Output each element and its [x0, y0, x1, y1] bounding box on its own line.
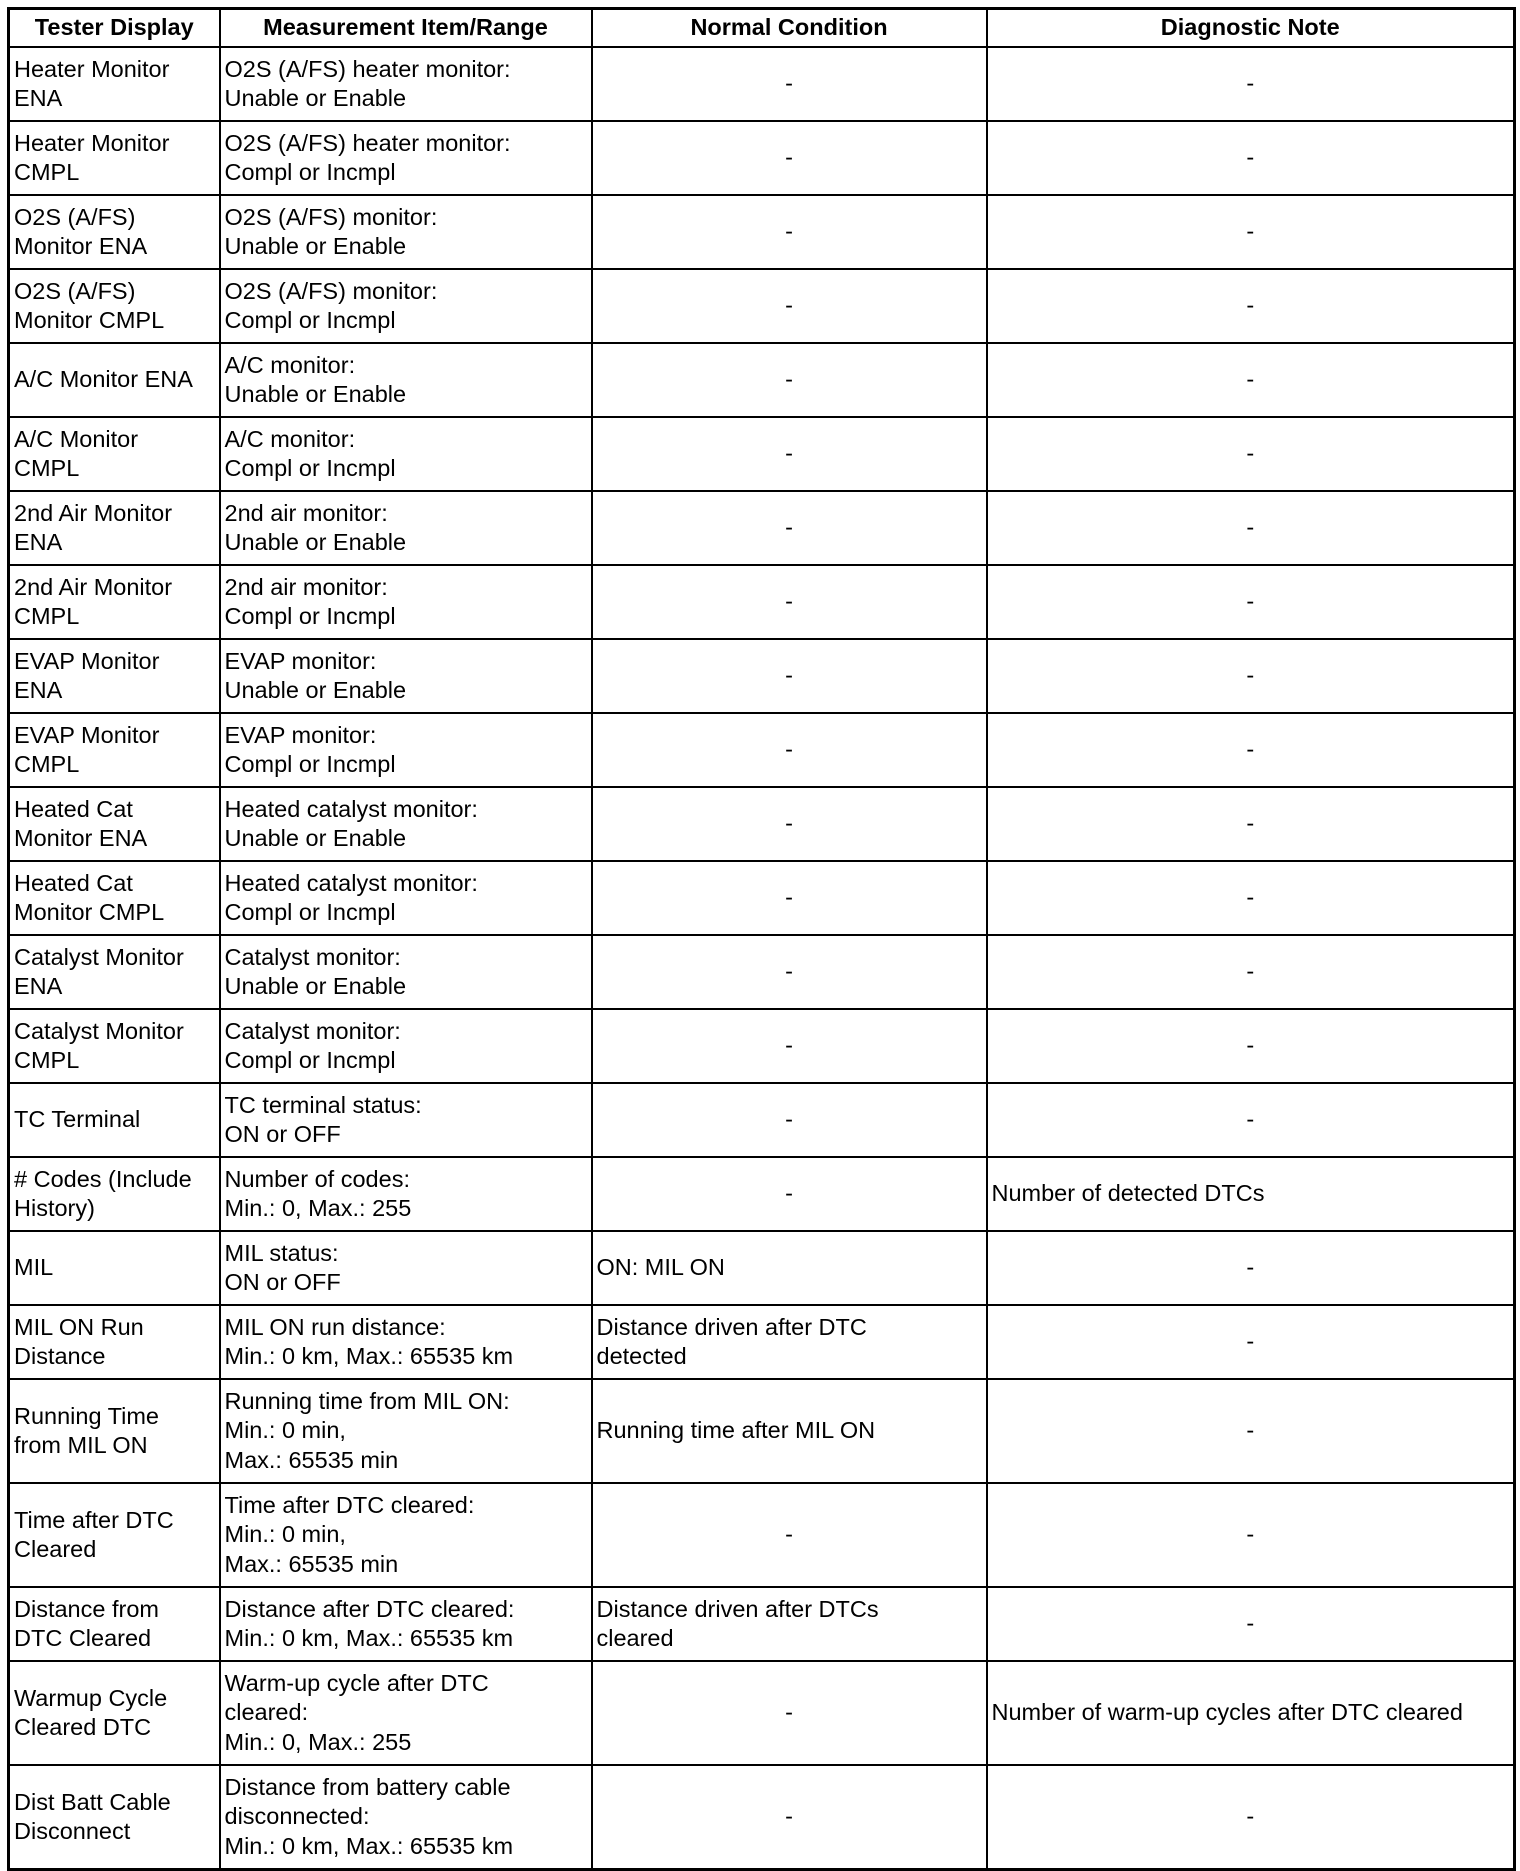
- cell-tester-display: [9, 417, 220, 491]
- cell-normal-condition: [592, 1587, 987, 1661]
- table-row: [9, 417, 1515, 491]
- cell-normal-condition: [592, 195, 987, 269]
- cell-normal-condition: [592, 1305, 987, 1379]
- cell-diagnostic-note: [987, 195, 1515, 269]
- cell-measurement-item-range-text: O2S (A/FS) monitor: Compl or Incmpl: [224, 277, 438, 333]
- cell-diagnostic-note-text: -: [1246, 366, 1255, 393]
- cell-measurement-item-range-text: Catalyst monitor: Compl or Incmpl: [224, 1017, 401, 1073]
- cell-tester-display: [9, 1379, 220, 1483]
- cell-diagnostic-note: [987, 343, 1515, 417]
- table-body: [9, 47, 1515, 1870]
- cell-diagnostic-note-text: -: [1246, 1417, 1255, 1444]
- cell-tester-display: [9, 1587, 220, 1661]
- cell-normal-condition-text: -: [785, 958, 793, 985]
- cell-tester-display: [9, 1231, 220, 1305]
- cell-diagnostic-note-text: -: [1246, 218, 1255, 245]
- cell-diagnostic-note: [987, 1483, 1515, 1587]
- cell-tester-display: [9, 639, 220, 713]
- cell-measurement-item-range-text: Distance from battery cable disconnected: Min.: 0 km, Max.: 65535 km: [224, 1773, 514, 1859]
- cell-diagnostic-note-text: -: [1246, 1610, 1255, 1637]
- cell-diagnostic-note: [987, 787, 1515, 861]
- cell-measurement-item-range: [220, 713, 592, 787]
- cell-normal-condition: [592, 47, 987, 121]
- cell-diagnostic-note: [987, 1083, 1515, 1157]
- cell-diagnostic-note: [987, 417, 1515, 491]
- cell-measurement-item-range: [220, 121, 592, 195]
- cell-normal-condition: [592, 269, 987, 343]
- cell-diagnostic-note: [987, 269, 1515, 343]
- cell-measurement-item-range-text: Time after DTC cleared: Min.: 0 min, Max.: 65535 min: [224, 1491, 475, 1577]
- cell-tester-display-text: Heater Monitor CMPL: [14, 129, 170, 185]
- cell-diagnostic-note-text: -: [1246, 70, 1255, 97]
- cell-tester-display: [9, 1483, 220, 1587]
- cell-diagnostic-note: [987, 639, 1515, 713]
- cell-measurement-item-range: [220, 1765, 592, 1870]
- cell-normal-condition: [592, 417, 987, 491]
- cell-measurement-item-range-text: O2S (A/FS) heater monitor: Unable or Enable: [224, 55, 511, 111]
- cell-tester-display-text: TC Terminal: [14, 1106, 141, 1133]
- cell-diagnostic-note: [987, 47, 1515, 121]
- table-row: [9, 1661, 1515, 1765]
- table-row: [9, 47, 1515, 121]
- cell-measurement-item-range: [220, 639, 592, 713]
- cell-tester-display-text: Dist Batt Cable Disconnect: [14, 1788, 171, 1844]
- cell-measurement-item-range-text: Heated catalyst monitor: Unable or Enable: [224, 795, 478, 851]
- cell-diagnostic-note: [987, 565, 1515, 639]
- cell-tester-display: [9, 861, 220, 935]
- cell-tester-display: [9, 713, 220, 787]
- cell-diagnostic-note: [987, 491, 1515, 565]
- cell-normal-condition: [592, 491, 987, 565]
- cell-tester-display-text: EVAP Monitor CMPL: [14, 721, 160, 777]
- cell-normal-condition: [592, 343, 987, 417]
- table-row: [9, 787, 1515, 861]
- cell-normal-condition-text: -: [785, 440, 793, 467]
- cell-normal-condition-text: -: [785, 884, 793, 911]
- cell-diagnostic-note-text: -: [1246, 514, 1255, 541]
- cell-normal-condition-text: Running time after MIL ON: [596, 1417, 876, 1444]
- cell-normal-condition-text: -: [785, 662, 793, 689]
- cell-normal-condition: [592, 787, 987, 861]
- cell-normal-condition-text: -: [785, 1521, 793, 1548]
- cell-measurement-item-range-text: 2nd air monitor: Unable or Enable: [224, 499, 407, 555]
- table-row: [9, 1587, 1515, 1661]
- cell-measurement-item-range: [220, 343, 592, 417]
- cell-normal-condition: [592, 1157, 987, 1231]
- cell-measurement-item-range: [220, 1157, 592, 1231]
- cell-measurement-item-range-text: A/C monitor: Compl or Incmpl: [224, 425, 396, 481]
- table-row: [9, 565, 1515, 639]
- table-row: [9, 861, 1515, 935]
- cell-measurement-item-range: [220, 1661, 592, 1765]
- cell-normal-condition-text: -: [785, 70, 793, 97]
- cell-diagnostic-note-text: -: [1246, 1106, 1255, 1133]
- cell-measurement-item-range: [220, 935, 592, 1009]
- cell-measurement-item-range-text: MIL ON run distance: Min.: 0 km, Max.: 65535 km: [224, 1313, 514, 1369]
- cell-measurement-item-range: [220, 565, 592, 639]
- cell-diagnostic-note-text: -: [1246, 1803, 1255, 1830]
- cell-tester-display-text: A/C Monitor CMPL: [14, 425, 139, 481]
- table-row: [9, 935, 1515, 1009]
- table-row: [9, 269, 1515, 343]
- cell-diagnostic-note-text: -: [1246, 884, 1255, 911]
- cell-diagnostic-note-text: -: [1246, 588, 1255, 615]
- cell-diagnostic-note-text: Number of warm-up cycles after DTC cleared: [991, 1699, 1463, 1726]
- cell-measurement-item-range-text: Catalyst monitor: Unable or Enable: [224, 943, 407, 999]
- table-row: [9, 195, 1515, 269]
- cell-measurement-item-range: [220, 787, 592, 861]
- cell-normal-condition-text: -: [785, 736, 793, 763]
- cell-tester-display-text: 2nd Air Monitor ENA: [14, 499, 173, 555]
- header-measurement-item-range: Measurement Item/Range: [220, 9, 592, 48]
- cell-tester-display-text: Warmup Cycle Cleared DTC: [14, 1684, 168, 1740]
- cell-normal-condition-text: -: [785, 514, 793, 541]
- cell-normal-condition: [592, 1379, 987, 1483]
- cell-diagnostic-note-text: -: [1246, 440, 1255, 467]
- cell-diagnostic-note-text: Number of detected DTCs: [991, 1180, 1265, 1207]
- cell-normal-condition-text: -: [785, 1180, 793, 1207]
- cell-measurement-item-range-text: MIL status: ON or OFF: [224, 1239, 341, 1295]
- cell-diagnostic-note: [987, 1379, 1515, 1483]
- cell-measurement-item-range-text: O2S (A/FS) monitor: Unable or Enable: [224, 203, 438, 259]
- cell-measurement-item-range: [220, 417, 592, 491]
- cell-tester-display-text: MIL ON Run Distance: [14, 1313, 144, 1369]
- cell-diagnostic-note: [987, 1009, 1515, 1083]
- cell-measurement-item-range: [220, 1305, 592, 1379]
- cell-tester-display-text: # Codes (Include History): [14, 1165, 192, 1221]
- cell-tester-display: [9, 491, 220, 565]
- cell-normal-condition-text: Distance driven after DTC detected: [596, 1313, 867, 1369]
- cell-diagnostic-note-text: -: [1246, 1328, 1255, 1355]
- header-normal-condition: Normal Condition: [592, 9, 987, 48]
- cell-measurement-item-range: [220, 195, 592, 269]
- cell-diagnostic-note-text: -: [1246, 958, 1255, 985]
- cell-normal-condition: [592, 861, 987, 935]
- cell-tester-display-text: Heated Cat Monitor CMPL: [14, 869, 165, 925]
- cell-measurement-item-range-text: 2nd air monitor: Compl or Incmpl: [224, 573, 396, 629]
- cell-tester-display: [9, 1305, 220, 1379]
- cell-tester-display-text: Heated Cat Monitor ENA: [14, 795, 148, 851]
- cell-measurement-item-range: [220, 1587, 592, 1661]
- cell-diagnostic-note-text: -: [1246, 144, 1255, 171]
- cell-tester-display-text: Catalyst Monitor ENA: [14, 943, 184, 999]
- cell-normal-condition: [592, 713, 987, 787]
- cell-diagnostic-note: [987, 861, 1515, 935]
- cell-diagnostic-note: [987, 1661, 1515, 1765]
- cell-normal-condition: [592, 1661, 987, 1765]
- cell-diagnostic-note: [987, 1587, 1515, 1661]
- cell-diagnostic-note: [987, 935, 1515, 1009]
- cell-measurement-item-range: [220, 1379, 592, 1483]
- cell-tester-display-text: O2S (A/FS) Monitor ENA: [14, 203, 148, 259]
- table-row: [9, 491, 1515, 565]
- cell-measurement-item-range: [220, 1231, 592, 1305]
- cell-normal-condition-text: Distance driven after DTCs cleared: [596, 1595, 879, 1651]
- cell-measurement-item-range: [220, 269, 592, 343]
- cell-normal-condition: [592, 121, 987, 195]
- header-tester-display: Tester Display: [9, 9, 220, 48]
- cell-tester-display-text: MIL: [14, 1254, 54, 1281]
- cell-tester-display-text: O2S (A/FS) Monitor CMPL: [14, 277, 165, 333]
- cell-measurement-item-range: [220, 1483, 592, 1587]
- cell-measurement-item-range-text: Number of codes: Min.: 0, Max.: 255: [224, 1165, 412, 1221]
- cell-normal-condition: [592, 639, 987, 713]
- cell-normal-condition: [592, 1083, 987, 1157]
- cell-diagnostic-note-text: -: [1246, 1521, 1255, 1548]
- cell-tester-display: [9, 1009, 220, 1083]
- cell-tester-display: [9, 787, 220, 861]
- table-row: [9, 1483, 1515, 1587]
- cell-diagnostic-note-text: -: [1246, 810, 1255, 837]
- cell-normal-condition-text: ON: MIL ON: [596, 1254, 725, 1281]
- cell-measurement-item-range-text: EVAP monitor: Unable or Enable: [224, 647, 407, 703]
- table-row: [9, 1305, 1515, 1379]
- cell-normal-condition-text: -: [785, 1803, 793, 1830]
- cell-tester-display-text: EVAP Monitor ENA: [14, 647, 160, 703]
- table-row: [9, 1379, 1515, 1483]
- cell-diagnostic-note: [987, 1231, 1515, 1305]
- table-row: [9, 121, 1515, 195]
- cell-diagnostic-note-text: -: [1246, 662, 1255, 689]
- cell-normal-condition: [592, 1483, 987, 1587]
- cell-tester-display: [9, 1083, 220, 1157]
- cell-tester-display-text: Distance from DTC Cleared: [14, 1595, 159, 1651]
- cell-normal-condition: [592, 1009, 987, 1083]
- table-row: [9, 1231, 1515, 1305]
- cell-measurement-item-range-text: Distance after DTC cleared: Min.: 0 km, Max.: 65535 km: [224, 1595, 515, 1651]
- cell-normal-condition: [592, 1765, 987, 1870]
- diagnostic-data-table: [7, 7, 1516, 1871]
- cell-normal-condition-text: -: [785, 1032, 793, 1059]
- cell-measurement-item-range: [220, 1083, 592, 1157]
- cell-tester-display: [9, 269, 220, 343]
- cell-tester-display: [9, 343, 220, 417]
- cell-normal-condition-text: -: [785, 588, 793, 615]
- cell-normal-condition-text: -: [785, 366, 793, 393]
- cell-measurement-item-range-text: TC terminal status: ON or OFF: [224, 1091, 422, 1147]
- cell-measurement-item-range: [220, 861, 592, 935]
- cell-measurement-item-range-text: Heated catalyst monitor: Compl or Incmpl: [224, 869, 478, 925]
- cell-tester-display: [9, 565, 220, 639]
- cell-normal-condition-text: -: [785, 810, 793, 837]
- cell-tester-display: [9, 47, 220, 121]
- cell-diagnostic-note: [987, 1305, 1515, 1379]
- cell-diagnostic-note: [987, 1765, 1515, 1870]
- cell-tester-display: [9, 121, 220, 195]
- table-row: [9, 1765, 1515, 1870]
- cell-normal-condition: [592, 565, 987, 639]
- cell-tester-display: [9, 1661, 220, 1765]
- cell-diagnostic-note-text: -: [1246, 292, 1255, 319]
- cell-tester-display: [9, 1765, 220, 1870]
- cell-diagnostic-note-text: -: [1246, 1032, 1255, 1059]
- cell-normal-condition-text: -: [785, 1106, 793, 1133]
- cell-tester-display-text: Time after DTC Cleared: [14, 1506, 174, 1562]
- table-row: [9, 1157, 1515, 1231]
- cell-normal-condition: [592, 1231, 987, 1305]
- cell-normal-condition-text: -: [785, 218, 793, 245]
- cell-tester-display-text: Catalyst Monitor CMPL: [14, 1017, 184, 1073]
- cell-measurement-item-range-text: Warm-up cycle after DTC cleared: Min.: 0, Max.: 255: [224, 1669, 489, 1755]
- cell-tester-display: [9, 935, 220, 1009]
- table-header-row: [9, 9, 1515, 48]
- table-row: [9, 1009, 1515, 1083]
- table-row: [9, 343, 1515, 417]
- cell-measurement-item-range-text: A/C monitor: Unable or Enable: [224, 351, 407, 407]
- cell-tester-display-text: 2nd Air Monitor CMPL: [14, 573, 173, 629]
- cell-diagnostic-note: [987, 121, 1515, 195]
- cell-tester-display-text: A/C Monitor ENA: [14, 366, 193, 393]
- cell-normal-condition-text: -: [785, 292, 793, 319]
- table-row: [9, 1083, 1515, 1157]
- header-diagnostic-note: Diagnostic Note: [987, 9, 1515, 48]
- cell-tester-display-text: Heater Monitor ENA: [14, 55, 170, 111]
- cell-diagnostic-note: [987, 1157, 1515, 1231]
- cell-measurement-item-range: [220, 1009, 592, 1083]
- cell-tester-display: [9, 1157, 220, 1231]
- cell-tester-display: [9, 195, 220, 269]
- cell-measurement-item-range-text: EVAP monitor: Compl or Incmpl: [224, 721, 396, 777]
- table-row: [9, 713, 1515, 787]
- cell-diagnostic-note-text: -: [1246, 1254, 1255, 1281]
- cell-measurement-item-range-text: Running time from MIL ON: Min.: 0 min, Max.: 65535 min: [224, 1387, 510, 1473]
- cell-diagnostic-note: [987, 713, 1515, 787]
- cell-tester-display-text: Running Time from MIL ON: [14, 1402, 159, 1458]
- table-row: [9, 639, 1515, 713]
- cell-diagnostic-note-text: -: [1246, 736, 1255, 763]
- cell-measurement-item-range: [220, 491, 592, 565]
- cell-measurement-item-range: [220, 47, 592, 121]
- cell-normal-condition: [592, 935, 987, 1009]
- cell-measurement-item-range-text: O2S (A/FS) heater monitor: Compl or Incmpl: [224, 129, 511, 185]
- cell-normal-condition-text: -: [785, 144, 793, 171]
- cell-normal-condition-text: -: [785, 1699, 793, 1726]
